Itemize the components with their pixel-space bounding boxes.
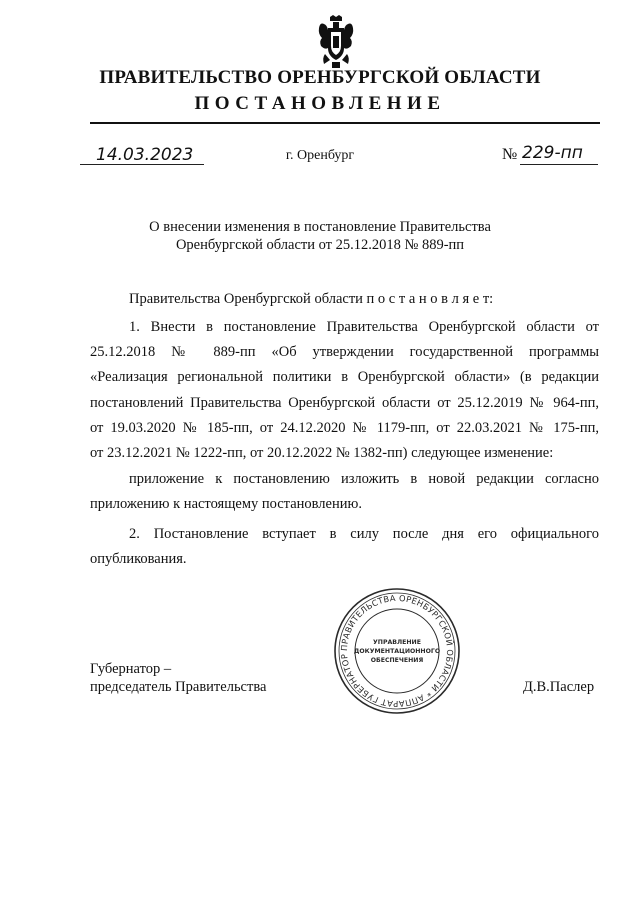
signatory-name: Д.В.Паслер <box>523 679 595 695</box>
paragraph-2-line: опубликования. <box>90 551 187 567</box>
seal-center-text: УПРАВЛЕНИЕ <box>373 639 421 646</box>
paragraph-1-sub-line: приложению к настоящему постановлению. <box>90 496 362 512</box>
paragraph-1-line: 25.12.2018 № 889-пп «Об утверждении государственной программы <box>90 344 599 360</box>
official-seal-stamp <box>333 587 461 715</box>
paragraph-1-line: от 23.12.2021 № 1222-пп, от 20.12.2022 № 1382-пп) следующее изменение: <box>90 445 554 461</box>
paragraph-1-line: «Реализация региональной политики в Оренбургской области» (в редакции <box>90 369 599 385</box>
seal-center-text: ОБЕСПЕЧЕНИЯ <box>370 657 424 664</box>
document-type-heading: ПОСТАНОВЛЕНИЕ <box>194 93 446 114</box>
paragraph-1-line: постановлений Правительства Оренбургской области от 25.12.2019 № 964-пп, <box>90 395 599 411</box>
signatory-position: Губернатор – <box>90 661 172 677</box>
number-sign: № <box>502 146 518 163</box>
subject-line: О внесении изменения в постановление Правительства <box>149 219 491 235</box>
number-underline <box>520 164 598 165</box>
document-date: 14.03.2023 <box>96 145 194 165</box>
paragraph-1-sub-line: приложение к постановлению изложить в новой редакции согласно <box>129 471 599 487</box>
signatory-position: председатель Правительства <box>90 679 267 695</box>
coat-of-arms-icon <box>316 14 356 70</box>
seal-center-text: ДОКУМЕНТАЦИОННОГО <box>353 648 441 655</box>
paragraph-2-line: 2. Постановление вступает в силу после дня его официального <box>129 526 599 542</box>
paragraph-1-line: 1. Внести в постановление Правительства Оренбургской области от <box>129 319 599 335</box>
date-underline <box>80 164 204 165</box>
paragraph-1-line: от 19.03.2020 № 185-пп, от 24.12.2020 № 1179-пп, от 22.03.2021 № 175-пп, <box>90 420 599 436</box>
subject-line: Оренбургской области от 25.12.2018 № 889-пп <box>175 237 465 253</box>
preamble: Правительства Оренбургской области п о с т а н о в л я е т: <box>129 291 494 307</box>
document-number: 229-пп <box>522 143 583 163</box>
document-city: г. Оренбург <box>285 148 355 163</box>
seal-ring-text: ПРАВИТЕЛЬСТВА ОРЕНБУРГСКОЙ ОБЛАСТИ * АППАРАТ ГУБЕРНАТОР <box>338 592 456 710</box>
header-divider <box>90 122 600 124</box>
organization-title: ПРАВИТЕЛЬСТВО ОРЕНБУРГСКОЙ ОБЛАСТИ <box>99 67 541 88</box>
